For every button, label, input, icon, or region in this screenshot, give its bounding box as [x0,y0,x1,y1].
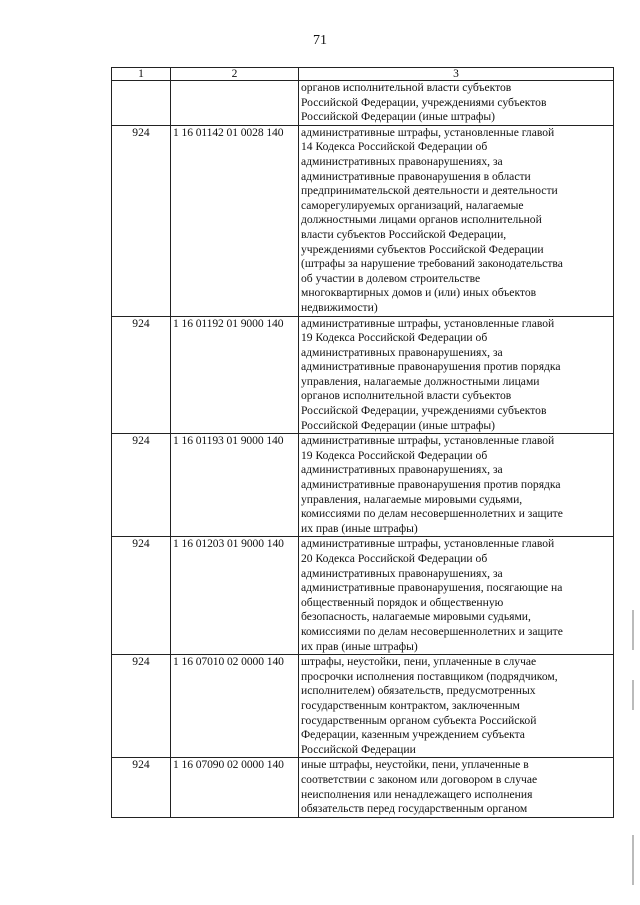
scan-artifact [632,680,634,710]
description-line: безопасность, налагаемые мировыми судьями, [301,610,531,624]
description-line: власти субъектов Российской Федерации, [301,227,507,241]
description-line: административных правонарушениях, за [301,345,503,359]
admin-code-cell: 924 [112,655,171,758]
description-line: Российской Федерации, учреждениями субъектов [301,404,547,418]
table-row [112,537,614,655]
description-line: саморегулируемых организаций, налагаемые [301,198,524,212]
description-line: Российской Федерации (иные штрафы) [301,110,496,124]
description-line: административных правонарушениях, за [301,154,503,168]
description-line: недвижимости) [301,300,378,314]
description-line: органов исполнительной власти субъектов [301,389,512,403]
description-line: иные штрафы, неустойки, пени, уплаченные в [301,758,529,772]
page-number: 71 [313,33,327,48]
description-line: комиссиями по делам несовершеннолетних и защите [301,507,563,521]
description-cell [299,316,614,434]
description-cell [299,81,614,126]
description-cell [299,434,614,537]
description-line: предпринимательской деятельности и деятельности [301,184,558,198]
admin-code-cell: 924 [112,125,171,316]
description-line: должностными лицами органов исполнительной [301,213,542,227]
description-line: административные правонарушения против порядка [301,360,561,374]
description-line: комиссиями по делам несовершеннолетних и защите [301,624,563,638]
description-line: неисполнения или ненадлежащего исполнения [301,787,533,801]
description-line: административные правонарушения против порядка [301,478,561,492]
description-line: Российской Федерации [301,742,416,756]
description-line: государственным органом субъекта Российской [301,713,537,727]
scan-artifact [632,835,634,885]
table-row [112,81,614,126]
description-line: административные штрафы, установленные главой [301,316,555,330]
description-line: управления, налагаемые мировыми судьями, [301,492,523,506]
description-line: Российской Федерации (иные штрафы) [301,418,496,432]
revenue-code-cell: 1 16 07090 02 0000 140 [171,758,299,817]
description-line: административные правонарушения, посягающие на [301,581,563,595]
description-line: административных правонарушениях, за [301,463,503,477]
header-col1: 1 [112,68,171,81]
description-line: административные штрафы, установленные главой [301,537,555,551]
description-line: (штрафы за нарушение требований законодательства [301,257,563,271]
admin-code-cell [112,81,171,126]
description-line: 19 Кодекса Российской Федерации об [301,331,488,345]
table-row [112,655,614,758]
description-cell [299,125,614,316]
description-line: многоквартирных домов и (или) иных объектов [301,286,537,300]
revenue-code-cell: 1 16 07010 02 0000 140 [171,655,299,758]
admin-code-cell: 924 [112,316,171,434]
header-col2: 2 [171,68,299,81]
description-cell [299,655,614,758]
description-line: управления, налагаемые должностными лицами [301,374,540,388]
description-line: их прав (иные штрафы) [301,521,418,535]
revenue-code-cell: 1 16 01192 01 9000 140 [171,316,299,434]
description-line: административных правонарушениях, за [301,566,503,580]
description-line: 20 Кодекса Российской Федерации об [301,552,488,565]
table-row [112,758,614,817]
description-line: обязательств перед государственным органом [301,802,528,816]
description-line: штрафы, неустойки, пени, уплаченные в случае [301,655,537,669]
description-line: об участии в долевом строительстве [301,271,481,285]
admin-code-cell: 924 [112,758,171,817]
admin-code-cell: 924 [112,537,171,655]
description-line: административные штрафы, установленные главой [301,434,555,448]
description-line: 19 Кодекса Российской Федерации об [301,448,488,462]
description-line: исполнителем) обязательств, предусмотренных [301,684,536,698]
table-row [112,434,614,537]
table-header-row [112,68,614,81]
description-line: 14 Кодекса Российской Федерации об [301,140,488,154]
description-cell [299,537,614,655]
description-line: просрочки исполнения поставщиком (подрядчиком, [301,669,558,683]
description-line: Федерации, казенным учреждением субъекта [301,728,525,742]
description-line: учреждениями субъектов Российской Федерации [301,242,544,256]
revenue-codes-table [111,67,614,818]
description-line: их прав (иные штрафы) [301,639,418,653]
revenue-code-cell: 1 16 01142 01 0028 140 [171,125,299,316]
admin-code-cell: 924 [112,434,171,537]
revenue-code-cell: 1 16 01203 01 9000 140 [171,537,299,655]
description-line: Российской Федерации, учреждениями субъектов [301,95,547,109]
description-line: государственным контрактом, заключенным [301,698,520,712]
scan-artifact [632,610,634,650]
revenue-code-cell [171,81,299,126]
table-row [112,125,614,316]
revenue-code-cell: 1 16 01193 01 9000 140 [171,434,299,537]
description-line: административные штрафы, установленные главой [301,125,555,139]
description-line: административные правонарушения в области [301,169,531,183]
description-line: общественный порядок и общественную [301,595,504,609]
description-line: соответствии с законом или договором в случае [301,772,538,786]
description-line: органов исполнительной власти субъектов [301,81,512,94]
table-row [112,316,614,434]
description-cell [299,758,614,817]
header-col3: 3 [299,68,614,81]
